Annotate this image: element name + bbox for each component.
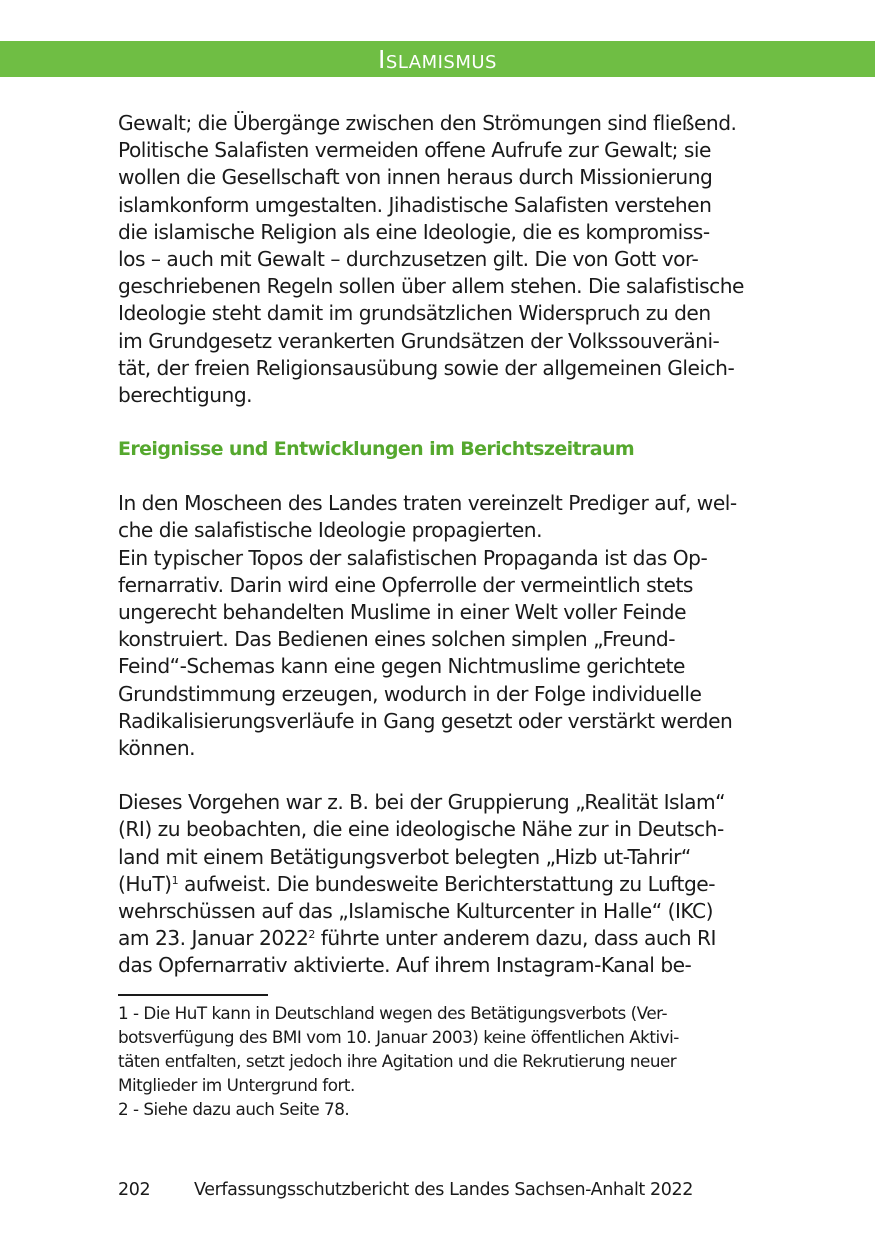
text-line: In den Moscheen des Landes traten vereinzelt Prediger auf, wel- bbox=[118, 491, 737, 516]
text-line: wehrschüssen auf das „Islamische Kulturcenter in Halle“ (IKC) bbox=[118, 898, 714, 923]
paragraph-2 bbox=[118, 490, 766, 762]
text-segment: aufweist. Die bundesweite Berichterstattung zu Luftge- bbox=[178, 871, 715, 896]
footnote-line: 2 - Siehe dazu auch Seite 78. bbox=[118, 1099, 350, 1119]
footnote-divider bbox=[118, 994, 268, 996]
text-line: Gewalt; die Übergänge zwischen den Strömungen sind fließend. bbox=[118, 111, 737, 135]
footnote-marker-1[interactable]: 1 bbox=[171, 873, 179, 887]
text-line: die islamische Religion als eine Ideologie, die es kompromiss- bbox=[118, 219, 710, 244]
section-heading: Ereignisse und Entwicklungen im Berichtszeitraum bbox=[118, 438, 635, 461]
text-line bbox=[118, 871, 766, 898]
text-line: wollen die Gesellschaft von innen heraus durch Missionierung bbox=[118, 165, 713, 190]
text-line: (RI) zu beobachten, die eine ideologische Nähe zur in Deutsch- bbox=[118, 817, 724, 842]
text-line: land mit einem Betätigungsverbot belegten „Hizb ut-Tahrir“ bbox=[118, 844, 691, 869]
page-number: 202 bbox=[118, 1180, 151, 1200]
text-line: islamkonform umgestalten. Jihadistische Salafisten verstehen bbox=[118, 192, 712, 217]
footnote-line: täten entfalten, setzt jedoch ihre Agitation und die Rekrutierung neuer bbox=[118, 1051, 677, 1071]
text-line: im Grundgesetz verankerten Grundsätzen der Volkssouveräni- bbox=[118, 328, 720, 353]
text-line: Feind“-Schemas kann eine gegen Nichtmuslime gerichtete bbox=[118, 654, 685, 679]
text-segment: am 23. Januar 2022 bbox=[118, 926, 309, 951]
footnote-line: Mitglieder im Untergrund fort. bbox=[118, 1075, 355, 1095]
text-line: berechtigung. bbox=[118, 382, 253, 407]
text-line: können. bbox=[118, 735, 196, 760]
text-line bbox=[118, 925, 766, 952]
footnote-marker-2[interactable]: 2 bbox=[308, 928, 315, 942]
text-line: Dieses Vorgehen war z. B. bei der Gruppierung „Realität Islam“ bbox=[118, 790, 726, 815]
footnotes bbox=[118, 1001, 766, 1121]
text-line: Radikalisierungsverläufe in Gang gesetzt oder verstärkt werden bbox=[118, 708, 733, 733]
section-header-bar bbox=[0, 41, 875, 77]
text-line: tät, der freien Religionsausübung sowie der allgemeinen Gleich- bbox=[118, 355, 735, 380]
text-line: Politische Salafisten vermeiden offene Aufrufe zur Gewalt; sie bbox=[118, 138, 711, 163]
text-line: das Opfernarrativ aktivierte. Auf ihrem Instagram-Kanal be- bbox=[118, 953, 692, 978]
text-line: Ideologie steht damit im grundsätzlichen Widerspruch zu den bbox=[118, 301, 711, 326]
text-line: fernarrativ. Darin wird eine Opferrolle der vermeintlich stets bbox=[118, 572, 693, 597]
text-line: che die salafistische Ideologie propagierten. bbox=[118, 518, 543, 543]
text-segment: führte unter anderem dazu, dass auch RI bbox=[314, 926, 716, 951]
footnote-line: botsverfügung des BMI vom 10. Januar 2003) keine öffentlichen Aktivi- bbox=[118, 1027, 679, 1047]
text-segment: (HuT) bbox=[118, 871, 172, 896]
text-line: Grundstimmung erzeugen, wodurch in der Folge individuelle bbox=[118, 681, 702, 706]
paragraph-spacer bbox=[118, 762, 766, 789]
paragraph-3 bbox=[118, 789, 766, 979]
paragraph-spacer bbox=[118, 409, 766, 436]
text-line: Ein typischer Topos der salafistischen Propaganda ist das Op- bbox=[118, 545, 708, 570]
text-line: konstruiert. Das Bedienen eines solchen simplen „Freund- bbox=[118, 627, 675, 652]
text-line: los – auch mit Gewalt – durchzusetzen gilt. Die von Gott vor- bbox=[118, 246, 699, 271]
publication-title: Verfassungsschutzbericht des Landes Sachsen-Anhalt 2022 bbox=[194, 1180, 693, 1200]
main-text bbox=[118, 110, 766, 979]
text-line: geschriebenen Regeln sollen über allem stehen. Die salafistische bbox=[118, 274, 744, 299]
page-footer bbox=[118, 1180, 766, 1200]
paragraph-1 bbox=[118, 110, 766, 409]
section-title: Islamismus bbox=[378, 44, 497, 74]
paragraph-spacer bbox=[118, 463, 766, 490]
footnote-line: 1 - Die HuT kann in Deutschland wegen des Betätigungsverbots (Ver- bbox=[118, 1003, 668, 1023]
text-line: ungerecht behandelten Muslime in einer Welt voller Feinde bbox=[118, 600, 686, 624]
